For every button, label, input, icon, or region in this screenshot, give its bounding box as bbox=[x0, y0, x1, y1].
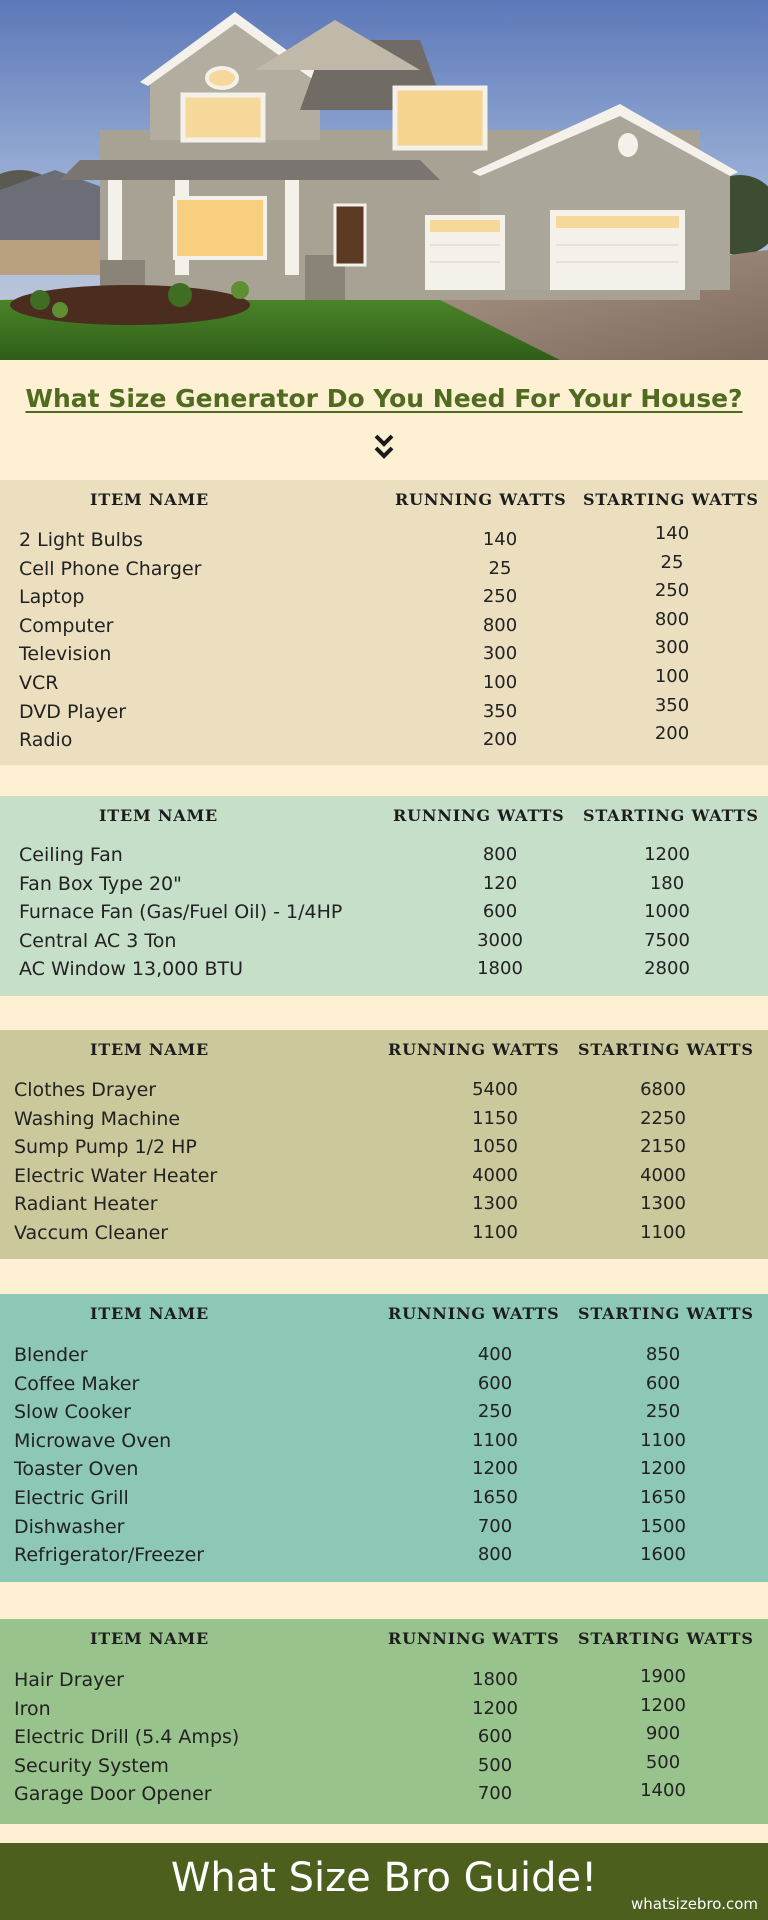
running-watts: 800 bbox=[477, 1544, 513, 1566]
table-row bbox=[0, 1780, 768, 1812]
item-name: Washing Machine bbox=[14, 1107, 181, 1130]
starting-watts: 600 bbox=[645, 1372, 681, 1394]
item-name: 2 Light Bulbs bbox=[19, 529, 143, 551]
table-row bbox=[0, 958, 768, 987]
table-row bbox=[0, 1487, 768, 1516]
running-watts: 500 bbox=[477, 1754, 513, 1776]
table-row bbox=[0, 901, 768, 930]
table-row bbox=[0, 844, 768, 873]
item-name: Refrigerator/Freezer bbox=[14, 1544, 205, 1567]
starting-watts: 250 bbox=[654, 580, 690, 602]
item-name: Computer bbox=[19, 614, 114, 637]
table-row bbox=[0, 1458, 768, 1487]
running-watts: 600 bbox=[477, 1372, 513, 1394]
starting-watts: 350 bbox=[654, 694, 690, 716]
header-item-name: ITEM NAME bbox=[90, 1040, 210, 1059]
header-starting-watts: STARTING WATTS bbox=[583, 490, 759, 509]
starting-watts: 100 bbox=[654, 665, 690, 687]
item-name: AC Window 13,000 BTU bbox=[19, 958, 243, 981]
item-name: Cell Phone Charger bbox=[19, 557, 202, 580]
header-running-watts: RUNNING WATTS bbox=[393, 806, 565, 825]
running-watts: 1100 bbox=[472, 1221, 518, 1243]
running-watts: 100 bbox=[482, 671, 518, 693]
item-name: Iron bbox=[14, 1697, 51, 1720]
table-row bbox=[0, 1694, 768, 1727]
table-row bbox=[0, 1222, 768, 1251]
table-row bbox=[0, 1430, 768, 1459]
running-watts: 200 bbox=[482, 729, 518, 751]
running-watts: 25 bbox=[488, 557, 512, 579]
running-watts: 250 bbox=[482, 586, 518, 608]
item-name: Security System bbox=[14, 1754, 169, 1777]
page-title: What Size Generator Do You Need For Your House? bbox=[25, 384, 743, 413]
running-watts: 140 bbox=[482, 529, 518, 550]
starting-watts: 2150 bbox=[640, 1136, 686, 1158]
wattage-table-appliances bbox=[0, 1030, 768, 1259]
wattage-table-tools bbox=[0, 1619, 768, 1824]
running-watts: 5400 bbox=[472, 1079, 518, 1100]
item-name: Coffee Maker bbox=[14, 1372, 140, 1395]
running-watts: 1800 bbox=[477, 958, 523, 980]
item-name: VCR bbox=[19, 671, 59, 694]
item-name: Sump Pump 1/2 HP bbox=[14, 1136, 197, 1159]
starting-watts: 140 bbox=[654, 523, 690, 544]
item-name: Fan Box Type 20" bbox=[19, 872, 182, 895]
header-item-name: ITEM NAME bbox=[90, 1304, 210, 1323]
table-header bbox=[0, 1619, 768, 1653]
starting-watts: 1600 bbox=[640, 1544, 686, 1566]
running-watts: 3000 bbox=[477, 929, 523, 951]
running-watts: 1150 bbox=[472, 1107, 518, 1129]
starting-watts: 1650 bbox=[640, 1486, 686, 1508]
wattage-table-cooling bbox=[0, 796, 768, 996]
item-name: Ceiling Fan bbox=[19, 844, 123, 866]
starting-watts: 180 bbox=[649, 872, 685, 894]
starting-watts: 850 bbox=[645, 1344, 681, 1365]
item-name: Electric Drill (5.4 Amps) bbox=[14, 1726, 240, 1749]
running-watts: 1200 bbox=[472, 1458, 518, 1480]
header-running-watts: RUNNING WATTS bbox=[395, 490, 567, 509]
header-item-name: ITEM NAME bbox=[90, 1629, 210, 1648]
starting-watts: 1300 bbox=[640, 1193, 686, 1215]
item-name: Central AC 3 Ton bbox=[19, 929, 177, 952]
table-row bbox=[0, 1344, 768, 1373]
starting-watts: 500 bbox=[645, 1751, 681, 1773]
starting-watts: 900 bbox=[645, 1723, 681, 1745]
table-row bbox=[0, 1544, 768, 1573]
item-name: DVD Player bbox=[19, 700, 127, 723]
item-name: Electric Water Heater bbox=[14, 1164, 218, 1187]
starting-watts: 1400 bbox=[640, 1780, 686, 1802]
starting-watts: 1100 bbox=[640, 1429, 686, 1451]
table-row bbox=[0, 1401, 768, 1430]
starting-watts: 2800 bbox=[644, 958, 690, 980]
running-watts: 120 bbox=[482, 872, 518, 894]
item-name: Clothes Drayer bbox=[14, 1079, 157, 1101]
site-url: whatsizebro.com bbox=[630, 1895, 758, 1913]
table-row bbox=[0, 1165, 768, 1194]
starting-watts: 25 bbox=[660, 551, 684, 573]
starting-watts: 1100 bbox=[640, 1221, 686, 1243]
starting-watts: 800 bbox=[654, 608, 690, 630]
running-watts: 600 bbox=[482, 901, 518, 923]
header-running-watts: RUNNING WATTS bbox=[388, 1040, 560, 1059]
footer-title: What Size Bro Guide! bbox=[170, 1855, 598, 1901]
table-row bbox=[0, 1193, 768, 1222]
item-name: Television bbox=[19, 643, 112, 666]
item-name: Blender bbox=[14, 1344, 88, 1366]
running-watts: 1800 bbox=[472, 1669, 518, 1690]
item-name: Toaster Oven bbox=[14, 1458, 139, 1481]
item-name: Radio bbox=[19, 729, 73, 752]
table-row bbox=[0, 1751, 768, 1784]
running-watts: 350 bbox=[482, 700, 518, 722]
item-name: Vaccum Cleaner bbox=[14, 1221, 169, 1244]
header-item-name: ITEM NAME bbox=[90, 490, 210, 509]
table-row bbox=[0, 873, 768, 902]
starting-watts: 2250 bbox=[640, 1107, 686, 1129]
title-section bbox=[0, 360, 768, 480]
item-name: Laptop bbox=[19, 586, 85, 609]
header-starting-watts: STARTING WATTS bbox=[583, 806, 759, 825]
starting-watts: 1200 bbox=[640, 1458, 686, 1480]
wattage-table-electronics bbox=[0, 480, 768, 765]
running-watts: 600 bbox=[477, 1726, 513, 1748]
running-watts: 400 bbox=[477, 1344, 513, 1365]
running-watts: 700 bbox=[477, 1783, 513, 1805]
running-watts: 800 bbox=[482, 844, 518, 865]
item-name: Dishwasher bbox=[14, 1515, 125, 1538]
header-running-watts: RUNNING WATTS bbox=[388, 1629, 560, 1648]
table-header bbox=[0, 1294, 768, 1328]
wattage-table-kitchen bbox=[0, 1294, 768, 1582]
table-header bbox=[0, 1030, 768, 1064]
item-name: Hair Drayer bbox=[14, 1669, 124, 1691]
item-name: Garage Door Opener bbox=[14, 1783, 212, 1806]
table-row bbox=[0, 1666, 768, 1698]
running-watts: 1200 bbox=[472, 1697, 518, 1719]
table-row bbox=[0, 1723, 768, 1755]
starting-watts: 250 bbox=[645, 1401, 681, 1423]
table-row bbox=[0, 930, 768, 959]
table-header bbox=[0, 480, 768, 514]
starting-watts: 1500 bbox=[640, 1515, 686, 1537]
running-watts: 1100 bbox=[472, 1429, 518, 1451]
table-row bbox=[0, 1516, 768, 1545]
item-name: Furnace Fan (Gas/Fuel Oil) - 1/4HP bbox=[19, 901, 343, 924]
footer-banner bbox=[0, 1843, 768, 1920]
starting-watts: 1000 bbox=[644, 901, 690, 923]
header-starting-watts: STARTING WATTS bbox=[578, 1040, 754, 1059]
starting-watts: 4000 bbox=[640, 1164, 686, 1186]
running-watts: 800 bbox=[482, 614, 518, 636]
table-header bbox=[0, 796, 768, 830]
running-watts: 1050 bbox=[472, 1136, 518, 1158]
starting-watts: 300 bbox=[654, 637, 690, 659]
starting-watts: 6800 bbox=[640, 1079, 686, 1100]
table-row bbox=[0, 1136, 768, 1165]
running-watts: 700 bbox=[477, 1515, 513, 1537]
item-name: Slow Cooker bbox=[14, 1401, 131, 1424]
running-watts: 1300 bbox=[472, 1193, 518, 1215]
starting-watts: 1200 bbox=[640, 1694, 686, 1716]
running-watts: 1650 bbox=[472, 1486, 518, 1508]
header-running-watts: RUNNING WATTS bbox=[388, 1304, 560, 1323]
header-item-name: ITEM NAME bbox=[99, 806, 219, 825]
table-row bbox=[0, 723, 768, 758]
header-starting-watts: STARTING WATTS bbox=[578, 1629, 754, 1648]
running-watts: 300 bbox=[482, 643, 518, 665]
starting-watts: 1900 bbox=[640, 1666, 686, 1687]
header-starting-watts: STARTING WATTS bbox=[578, 1304, 754, 1323]
table-row bbox=[0, 1373, 768, 1402]
starting-watts: 200 bbox=[654, 723, 690, 745]
hero-house-image bbox=[0, 0, 768, 360]
running-watts: 250 bbox=[477, 1401, 513, 1423]
starting-watts: 1200 bbox=[644, 844, 690, 865]
running-watts: 4000 bbox=[472, 1164, 518, 1186]
item-name: Microwave Oven bbox=[14, 1429, 172, 1452]
item-name: Electric Grill bbox=[14, 1486, 129, 1509]
item-name: Radiant Heater bbox=[14, 1193, 158, 1216]
starting-watts: 7500 bbox=[644, 929, 690, 951]
chevron-double-down-icon bbox=[372, 430, 396, 464]
table-row bbox=[0, 1108, 768, 1137]
table-row bbox=[0, 1079, 768, 1108]
